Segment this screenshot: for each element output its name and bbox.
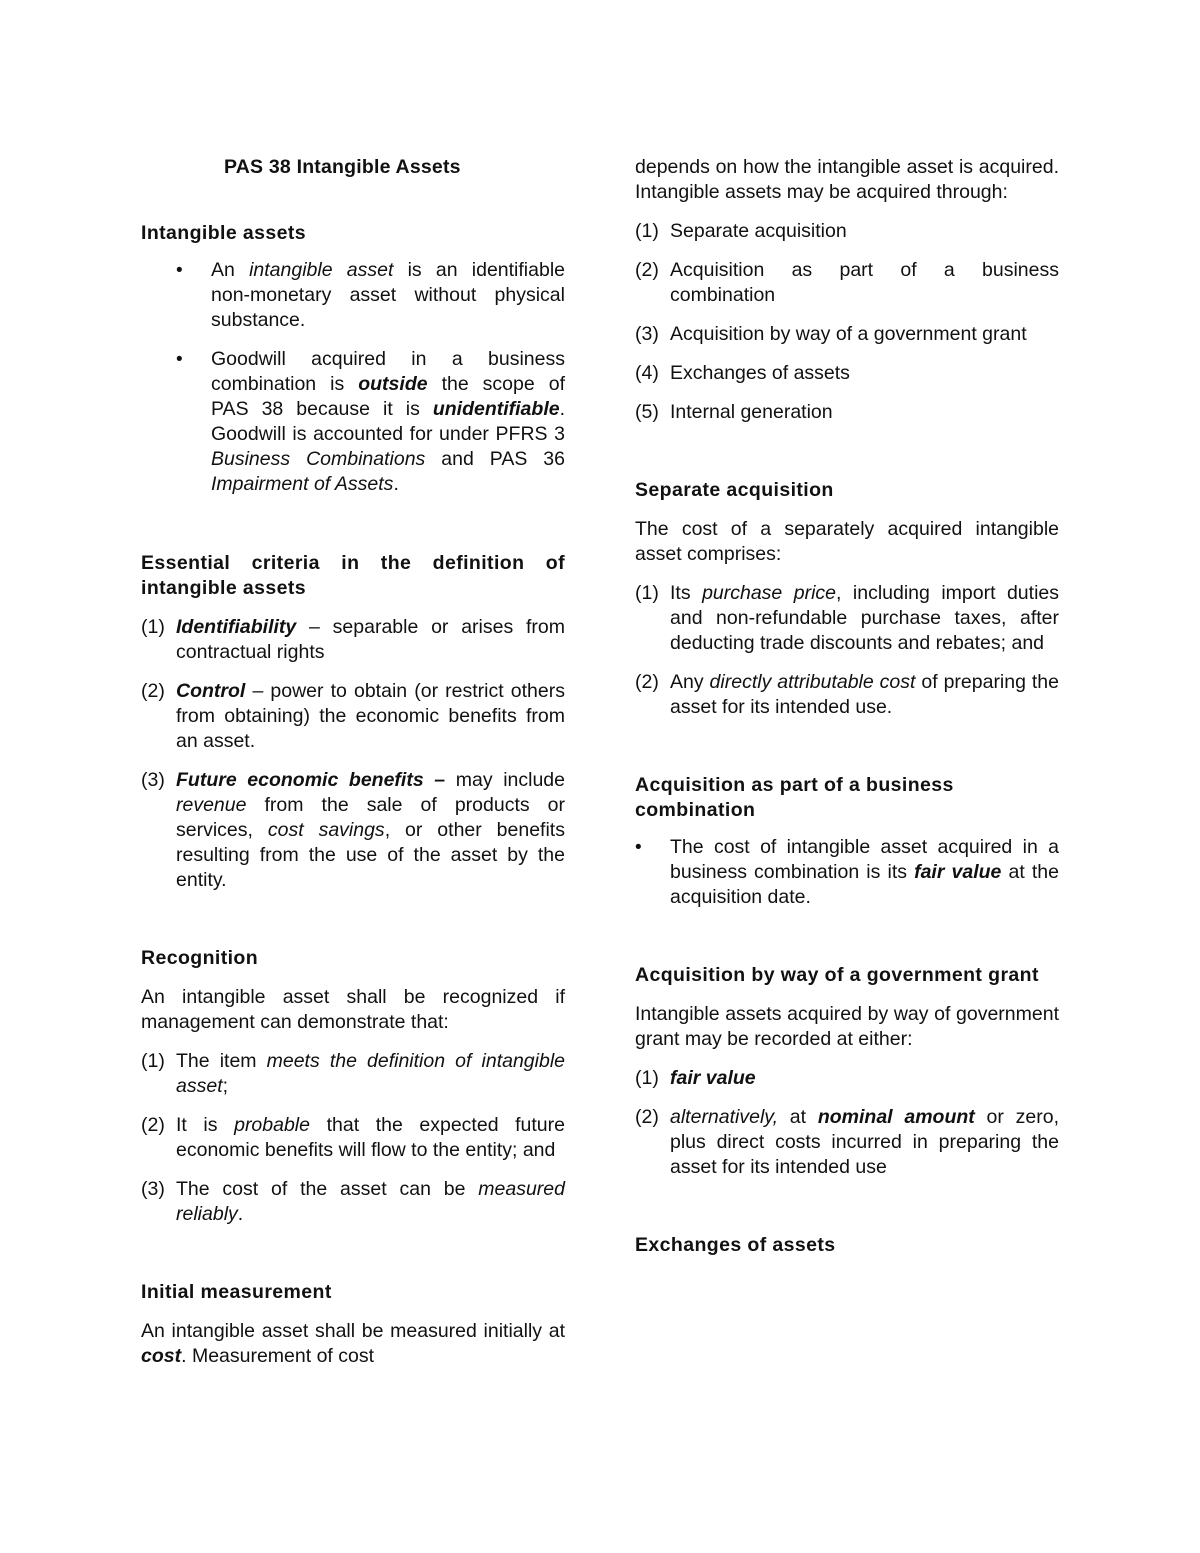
- recognition-item: (2) It is probable that the expected future economic benefits will flow to the entity; and: [141, 1114, 565, 1161]
- initial-measurement-text: An intangible asset shall be measured initially at cost. Measurement of cost: [141, 1320, 565, 1367]
- government-grant-list: [635, 1066, 1059, 1180]
- heading-separate-acquisition: Separate acquisition: [635, 479, 834, 501]
- continued-text: depends on how the intangible asset is acquired. Intangible assets may be acquired through:: [635, 156, 1059, 203]
- page-title: PAS 38 Intangible Assets: [224, 156, 461, 178]
- heading-government-grant: Acquisition by way of a government grant: [635, 964, 1039, 986]
- bullet-icon: •: [176, 260, 183, 281]
- bullet-icon: •: [635, 837, 642, 858]
- acquisition-way-item: (1) Separate acquisition: [635, 220, 847, 242]
- criteria-item: (2) Control – power to obtain (or restrict others from obtaining) the economic benefits from an asset.: [141, 680, 565, 752]
- recognition-list: [141, 1049, 565, 1227]
- criteria-list: [141, 615, 565, 893]
- criteria-item: (1) Identifiability – separable or arises from contractual rights: [141, 616, 565, 663]
- bullet-definition: • An intangible asset is an identifiable non-monetary asset without physical substance.: [176, 259, 565, 331]
- right-column: [635, 155, 1059, 1258]
- acquisition-ways-list: [635, 219, 1059, 425]
- heading-essential-criteria: Essential criteria in the definition of intangible assets: [141, 552, 565, 599]
- acquisition-way-item: (5) Internal generation: [635, 401, 833, 423]
- heading-initial-measurement: Initial measurement: [141, 1281, 332, 1303]
- separate-acquisition-item: (2) Any directly attributable cost of preparing the asset for its intended use.: [635, 671, 1059, 718]
- heading-exchanges-of-assets: Exchanges of assets: [635, 1234, 836, 1256]
- business-combination-bullets: [635, 835, 1059, 910]
- bullet-icon: •: [176, 349, 183, 370]
- recognition-intro: An intangible asset shall be recognized if management can demonstrate that:: [141, 986, 565, 1033]
- acquisition-way-item: (2) Acquisition as part of a business combination: [635, 259, 1059, 306]
- separate-acquisition-item: (1) Its purchase price, including import duties and non-refundable purchase taxes, after deducting trade discounts and rebates; and: [635, 582, 1060, 654]
- government-grant-intro: Intangible assets acquired by way of government grant may be recorded at either:: [635, 1003, 1059, 1050]
- heading-business-combination: Acquisition as part of a business combination: [635, 774, 954, 821]
- intangible-assets-bullets: [141, 258, 565, 497]
- criteria-item: (3) Future economic benefits – may include revenue from the sale of products or services, cost savings, or other benefits resulting from the use of the asset by the entity.: [141, 769, 565, 891]
- separate-acquisition-list: [635, 581, 1059, 720]
- bullet-goodwill: • Goodwill acquired in a business combination is outside the scope of PAS 38 because it is unidentifiable. Goodwill is accounted for under PFRS 3 Business Combinations and PAS 36 Impairment of Assets.: [176, 348, 565, 495]
- acquisition-way-item: (4) Exchanges of assets: [635, 362, 850, 384]
- recognition-item: (3) The cost of the asset can be measured reliably.: [141, 1178, 565, 1225]
- acquisition-way-item: (3) Acquisition by way of a government grant: [635, 323, 1027, 345]
- heading-recognition: Recognition: [141, 947, 259, 969]
- government-grant-item: (1) fair value: [635, 1067, 756, 1089]
- heading-intangible-assets: Intangible assets: [141, 222, 307, 244]
- separate-acquisition-intro: The cost of a separately acquired intangible asset comprises:: [635, 518, 1059, 565]
- recognition-item: (1) The item meets the definition of intangible asset;: [141, 1050, 565, 1097]
- government-grant-item: (2) alternatively, at nominal amount or zero, plus direct costs incurred in preparing the asset for its intended use: [635, 1106, 1059, 1178]
- left-column: [141, 155, 565, 1369]
- bullet-fair-value: • The cost of intangible asset acquired in a business combination is its fair value at the acquisition date.: [635, 836, 1059, 908]
